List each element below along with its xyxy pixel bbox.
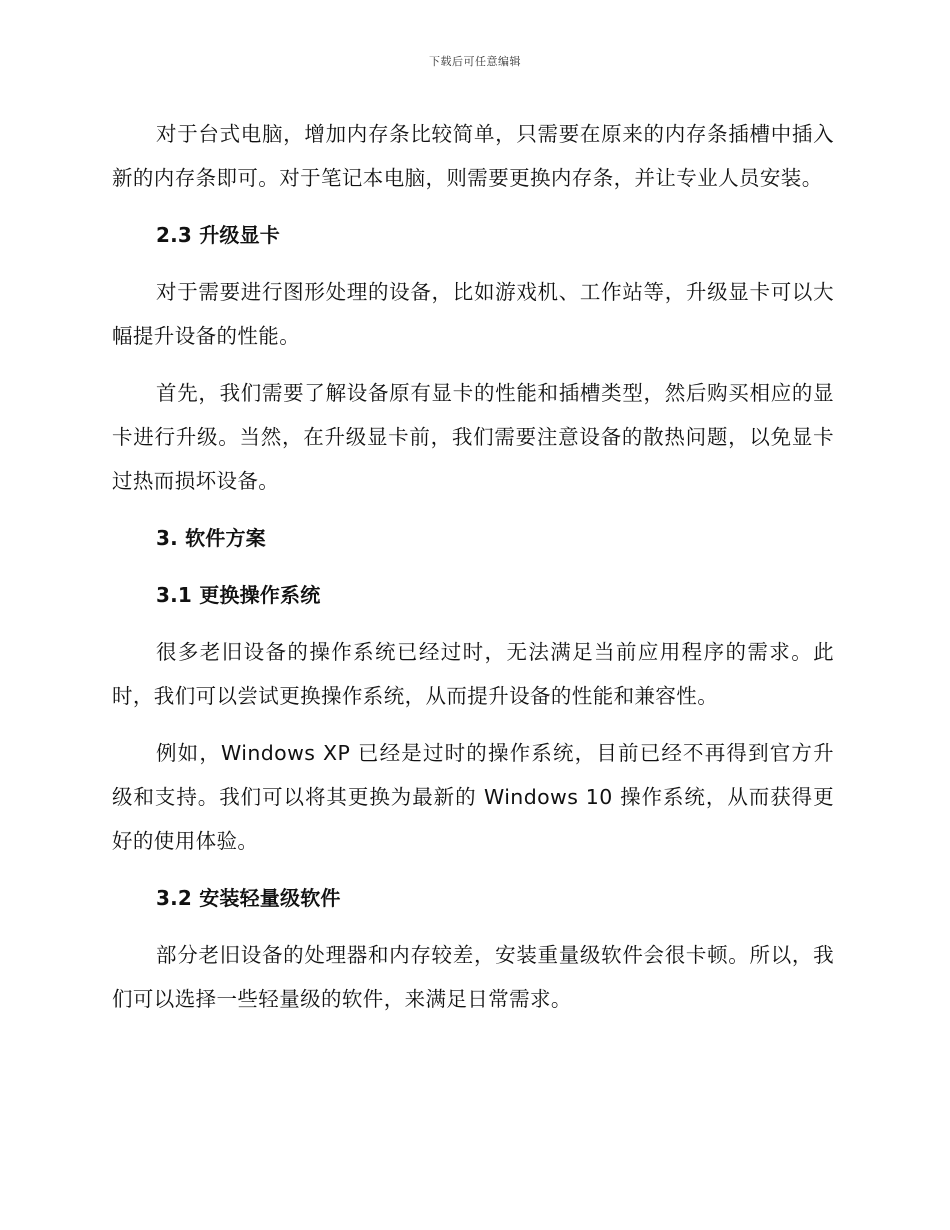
document-body [112,112,834,1034]
paragraph-os-intro: 很多老旧设备的操作系统已经过时，无法满足当前应用程序的需求。此时，我们可以尝试更换操作系统，从而提升设备的性能和兼容性。 [112,640,834,708]
heading-3-1-replace-os: 3.1 更换操作系统 [156,583,321,607]
paragraph-gpu-intro: 对于需要进行图形处理的设备，比如游戏机、工作站等，升级显卡可以大幅提升设备的性能。 [112,280,834,348]
paragraph-os-example: 例如，Windows XP 已经是过时的操作系统，目前已经不再得到官方升级和支持。我们可以将其更换为最新的 Windows 10 操作系统，从而获得更好的使用体验。 [112,741,834,853]
paragraph-gpu-steps: 首先，我们需要了解设备原有显卡的性能和插槽类型，然后购买相应的显卡进行升级。当然，在升级显卡前，我们需要注意设备的散热问题，以免显卡过热而损坏设备。 [112,381,834,493]
heading-2-3-upgrade-gpu: 2.3 升级显卡 [156,223,280,247]
paragraph-lightweight-software: 部分老旧设备的处理器和内存较差，安装重量级软件会很卡顿。所以，我们可以选择一些轻量级的软件，来满足日常需求。 [112,943,834,1011]
paragraph-memory-upgrade: 对于台式电脑，增加内存条比较简单，只需要在原来的内存条插槽中插入新的内存条即可。对于笔记本电脑，则需要更换内存条，并让专业人员安装。 [112,122,834,190]
heading-3-2-lightweight-software: 3.2 安装轻量级软件 [156,886,341,910]
page-header-note: 下载后可任意编辑 [429,55,521,68]
heading-3-software-plan: 3. 软件方案 [156,526,266,550]
